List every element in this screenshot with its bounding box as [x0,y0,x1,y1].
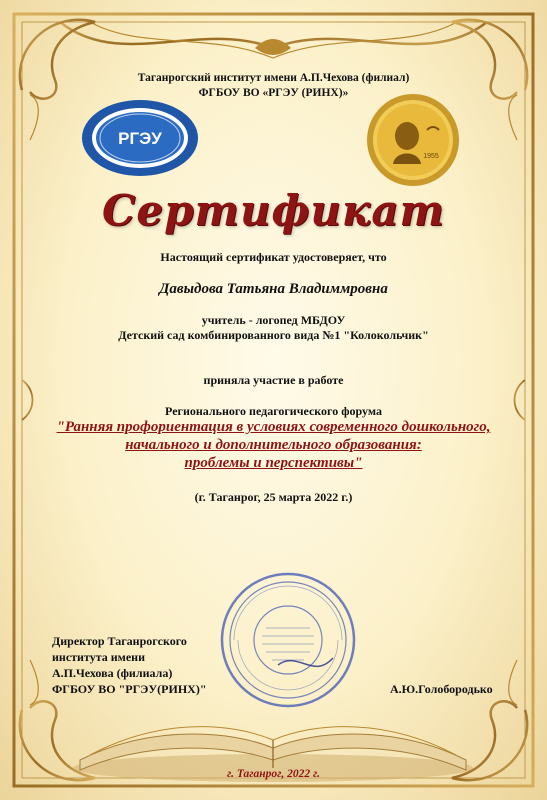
rgeu-emblem [80,98,200,178]
forum-title-line: "Ранняя профориентация в условиях современного дошкольного, [56,419,491,435]
event-type: Регионального педагогического форума [165,404,382,418]
forum-title [0,418,547,472]
director-line: А.П.Чехова (филиала) [52,666,173,680]
footer-place-year: г. Таганрог, 2022 г. [227,768,320,780]
director-line: Директор Таганрогского [52,634,187,648]
intro-text: Настоящий сертификат удостоверяет, что [160,250,387,264]
svg-text:РГЭУ: РГЭУ [118,129,162,148]
recipient-name: Давыдова Татьяна Владиммровна [159,281,388,297]
recipient-organization: Детский сад комбинированного вида №1 "Колокольчик" [118,328,429,342]
official-stamp [218,570,358,710]
chekhov-medal-emblem [365,92,461,188]
university-name: ФГБОУ ВО «РГЭУ (РИНХ)» [198,87,349,99]
certificate-title: Сертификат [102,186,445,235]
svg-text:1955: 1955 [423,153,439,160]
recipient-position: учитель - логопед МБДОУ [201,313,346,327]
forum-title-line: начального и дополнительного образования: [125,437,422,453]
director-line: ФГБОУ ВО "РГЭУ(РИНХ)" [52,682,207,696]
forum-title-line: проблемы и перспективы" [184,455,363,471]
director-line: института имени [52,650,145,664]
place-date: (г. Таганрог, 25 марта 2022 г.) [194,490,353,504]
director-signature-block [52,633,207,697]
institute-name: Таганрогский институт имени А.П.Чехова (филиал) [137,72,410,84]
signer-name: А.Ю.Голобородько [390,682,493,696]
participation-text: приняла участие в работе [203,373,344,387]
